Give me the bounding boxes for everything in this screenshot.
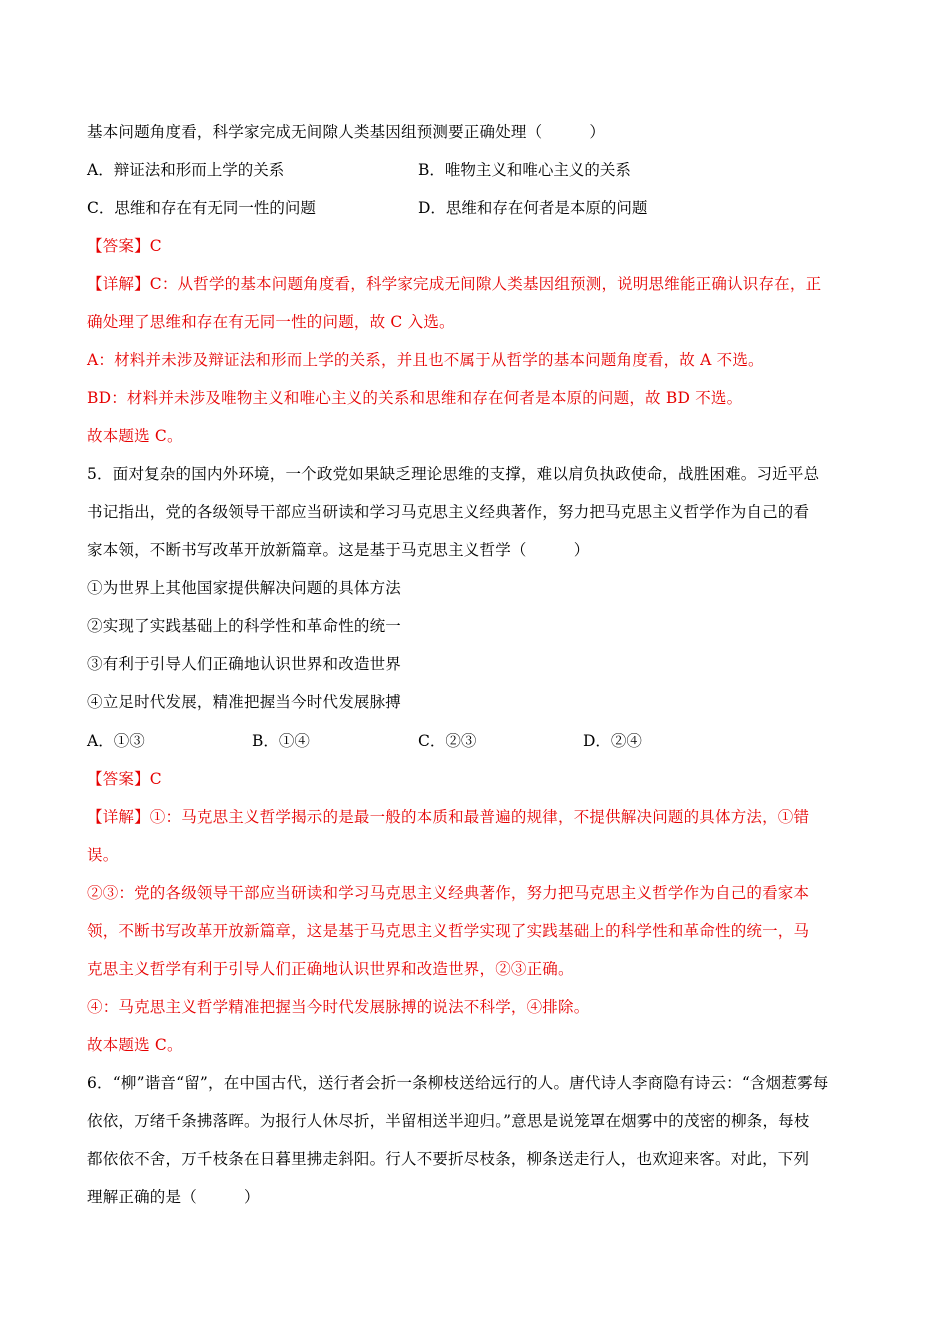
q4-explain-line: 【详解】C：从哲学的基本问题角度看，科学家完成无间隙人类基因组预测，说明思维能正确认识存在，正 — [87, 275, 822, 293]
q6-stem-line: 依依，万绪千条拂落晖。为报行人休尽折，半留相送半迎归。”意思是说笼罩在烟雾中的茂密的柳条，每枝 — [87, 1112, 810, 1130]
q4-option-c: C．思维和存在有无同一性的问题 — [87, 199, 316, 217]
q5-item-2: ②实现了实践基础上的科学性和革命性的统一 — [87, 617, 402, 635]
q6-stem-line: 都依依不舍，万千枝条在日暮里拂走斜阳。行人不要折尽枝条，柳条送走行人，也欢迎来客。对此，下列 — [87, 1150, 810, 1168]
q4-stem: 基本问题角度看，科学家完成无间隙人类基因组预测要正确处理（ ） — [87, 123, 606, 141]
q6-stem-line: 理解正确的是（ ） — [87, 1188, 260, 1206]
q5-stem-line: 家本领，不断书写改革开放新篇章。这是基于马克思主义哲学（ ） — [87, 541, 590, 559]
q5-explain-line: 克思主义哲学有利于引导人们正确地认识世界和改造世界，②③正确。 — [87, 960, 574, 978]
q5-stem-line: 5．面对复杂的国内外环境，一个政党如果缺乏理论思维的支撑，难以肩负执政使命，战胜困难。习近平总 — [87, 465, 820, 483]
q5-option-a: A．①③ — [87, 732, 145, 750]
q4-explain-line: 确处理了思维和存在有无同一性的问题，故 C 入选。 — [87, 313, 455, 331]
q4-option-a: A．辩证法和形而上学的关系 — [87, 161, 285, 179]
q4-option-b: B．唯物主义和唯心主义的关系 — [418, 161, 631, 179]
q5-answer: 【答案】C — [87, 770, 162, 788]
q5-explain-line: 误。 — [87, 846, 119, 864]
q5-item-3: ③有利于引导人们正确地认识世界和改造世界 — [87, 655, 402, 673]
q5-item-1: ①为世界上其他国家提供解决问题的具体方法 — [87, 579, 402, 597]
q4-answer: 【答案】C — [87, 237, 162, 255]
q6-stem-line: 6．“柳”谐音“留”，在中国古代，送行者会折一条柳枝送给远行的人。唐代诗人李商隐有诗云：“含烟惹雾每 — [87, 1074, 829, 1092]
q5-option-d: D．②④ — [583, 732, 642, 750]
q5-conclusion: 故本题选 C。 — [87, 1036, 183, 1054]
q5-explain-line: ④：马克思主义哲学精准把握当今时代发展脉搏的说法不科学，④排除。 — [87, 998, 590, 1016]
q4-option-d: D．思维和存在何者是本原的问题 — [418, 199, 648, 217]
q4-conclusion: 故本题选 C。 — [87, 427, 183, 445]
q5-item-4: ④立足时代发展，精准把握当今时代发展脉搏 — [87, 693, 402, 711]
q5-option-b: B．①④ — [252, 732, 310, 750]
q4-explain-line: A：材料并未涉及辩证法和形而上学的关系，并且也不属于从哲学的基本问题角度看，故 A 不选。 — [87, 351, 764, 369]
q4-explain-line: BD：材料并未涉及唯物主义和唯心主义的关系和思维和存在何者是本原的问题，故 BD 不选。 — [87, 389, 743, 407]
q5-explain-line: 领，不断书写改革开放新篇章，这是基于马克思主义哲学实现了实践基础上的科学性和革命性的统一，马 — [87, 922, 810, 940]
q5-option-c: C．②③ — [418, 732, 477, 750]
q5-explain-line: ②③：党的各级领导干部应当研读和学习马克思主义经典著作，努力把马克思主义哲学作为自己的看家本 — [87, 884, 810, 902]
q5-stem-line: 书记指出，党的各级领导干部应当研读和学习马克思主义经典著作，努力把马克思主义哲学作为自己的看 — [87, 503, 810, 521]
q5-explain-line: 【详解】①：马克思主义哲学揭示的是最一般的本质和最普遍的规律，不提供解决问题的具体方法，①错 — [87, 808, 810, 826]
